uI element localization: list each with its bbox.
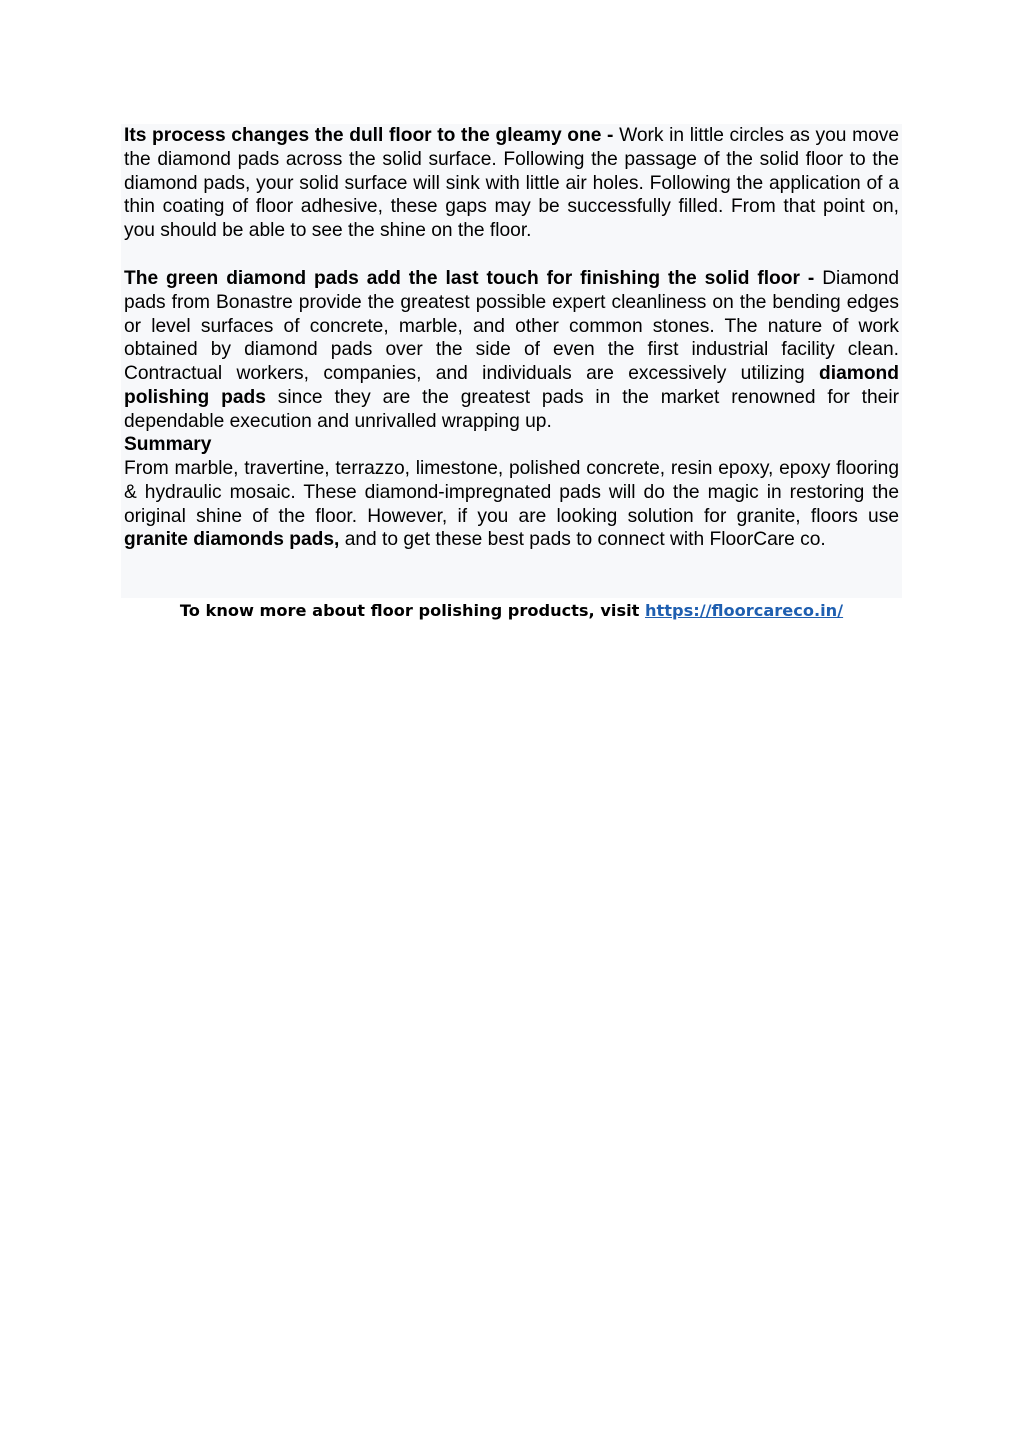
summary-body-start: From marble, travertine, terrazzo, limestone, polished concrete, resin epoxy, epoxy flooring & hydraulic mosaic. These diamond-impregnated pads will do the magic in restoring the original shine of the floor. However, if you are looking solution for granite, floors use bbox=[124, 458, 899, 527]
process-body: Work in little circles as you move the diamond pads across the solid surface. Following the passage of the solid floor to the diamond pads, your solid surface will sink with little air holes. Following the application of a thin coating of floor adhesive, these gaps may be successfully filled. From that point on, you should be able to see the shine on the floor. bbox=[124, 125, 899, 242]
summary-paragraph bbox=[124, 457, 899, 552]
diamond-polishing-pads-term: diamond polishing pads bbox=[124, 363, 899, 408]
footer-text: To know more about floor polishing products, visit bbox=[179, 601, 646, 620]
summary-body-end: and to get these best pads to connect with FloorCare co. bbox=[339, 529, 826, 551]
floorcare-link[interactable]: https://floorcareco.in/ bbox=[645, 601, 844, 620]
process-heading: Its process changes the dull floor to the gleamy one - bbox=[124, 125, 614, 146]
footer-visit-line bbox=[0, 599, 1023, 623]
green-pads-body-end: since they are the greatest pads in the market renowned for their dependable execution and unrivalled wrapping up. bbox=[124, 386, 899, 432]
process-paragraph bbox=[124, 124, 899, 243]
green-pads-body-start: Diamond pads from Bonastre provide the greatest possible expert cleanliness on the bending edges or level surfaces of concrete, marble, and other common stones. The nature of work obtained by diamond pads over the side of even the first industrial facility clean. Contractual workers, companies, and individuals are excessively utilizing bbox=[124, 268, 899, 385]
green-pads-heading: The green diamond pads add the last touch for finishing the solid floor - bbox=[124, 268, 815, 289]
summary-heading: Summary bbox=[124, 434, 212, 455]
granite-diamonds-pads-term: granite diamonds pads, bbox=[124, 529, 340, 551]
green-pads-paragraph bbox=[124, 267, 899, 434]
